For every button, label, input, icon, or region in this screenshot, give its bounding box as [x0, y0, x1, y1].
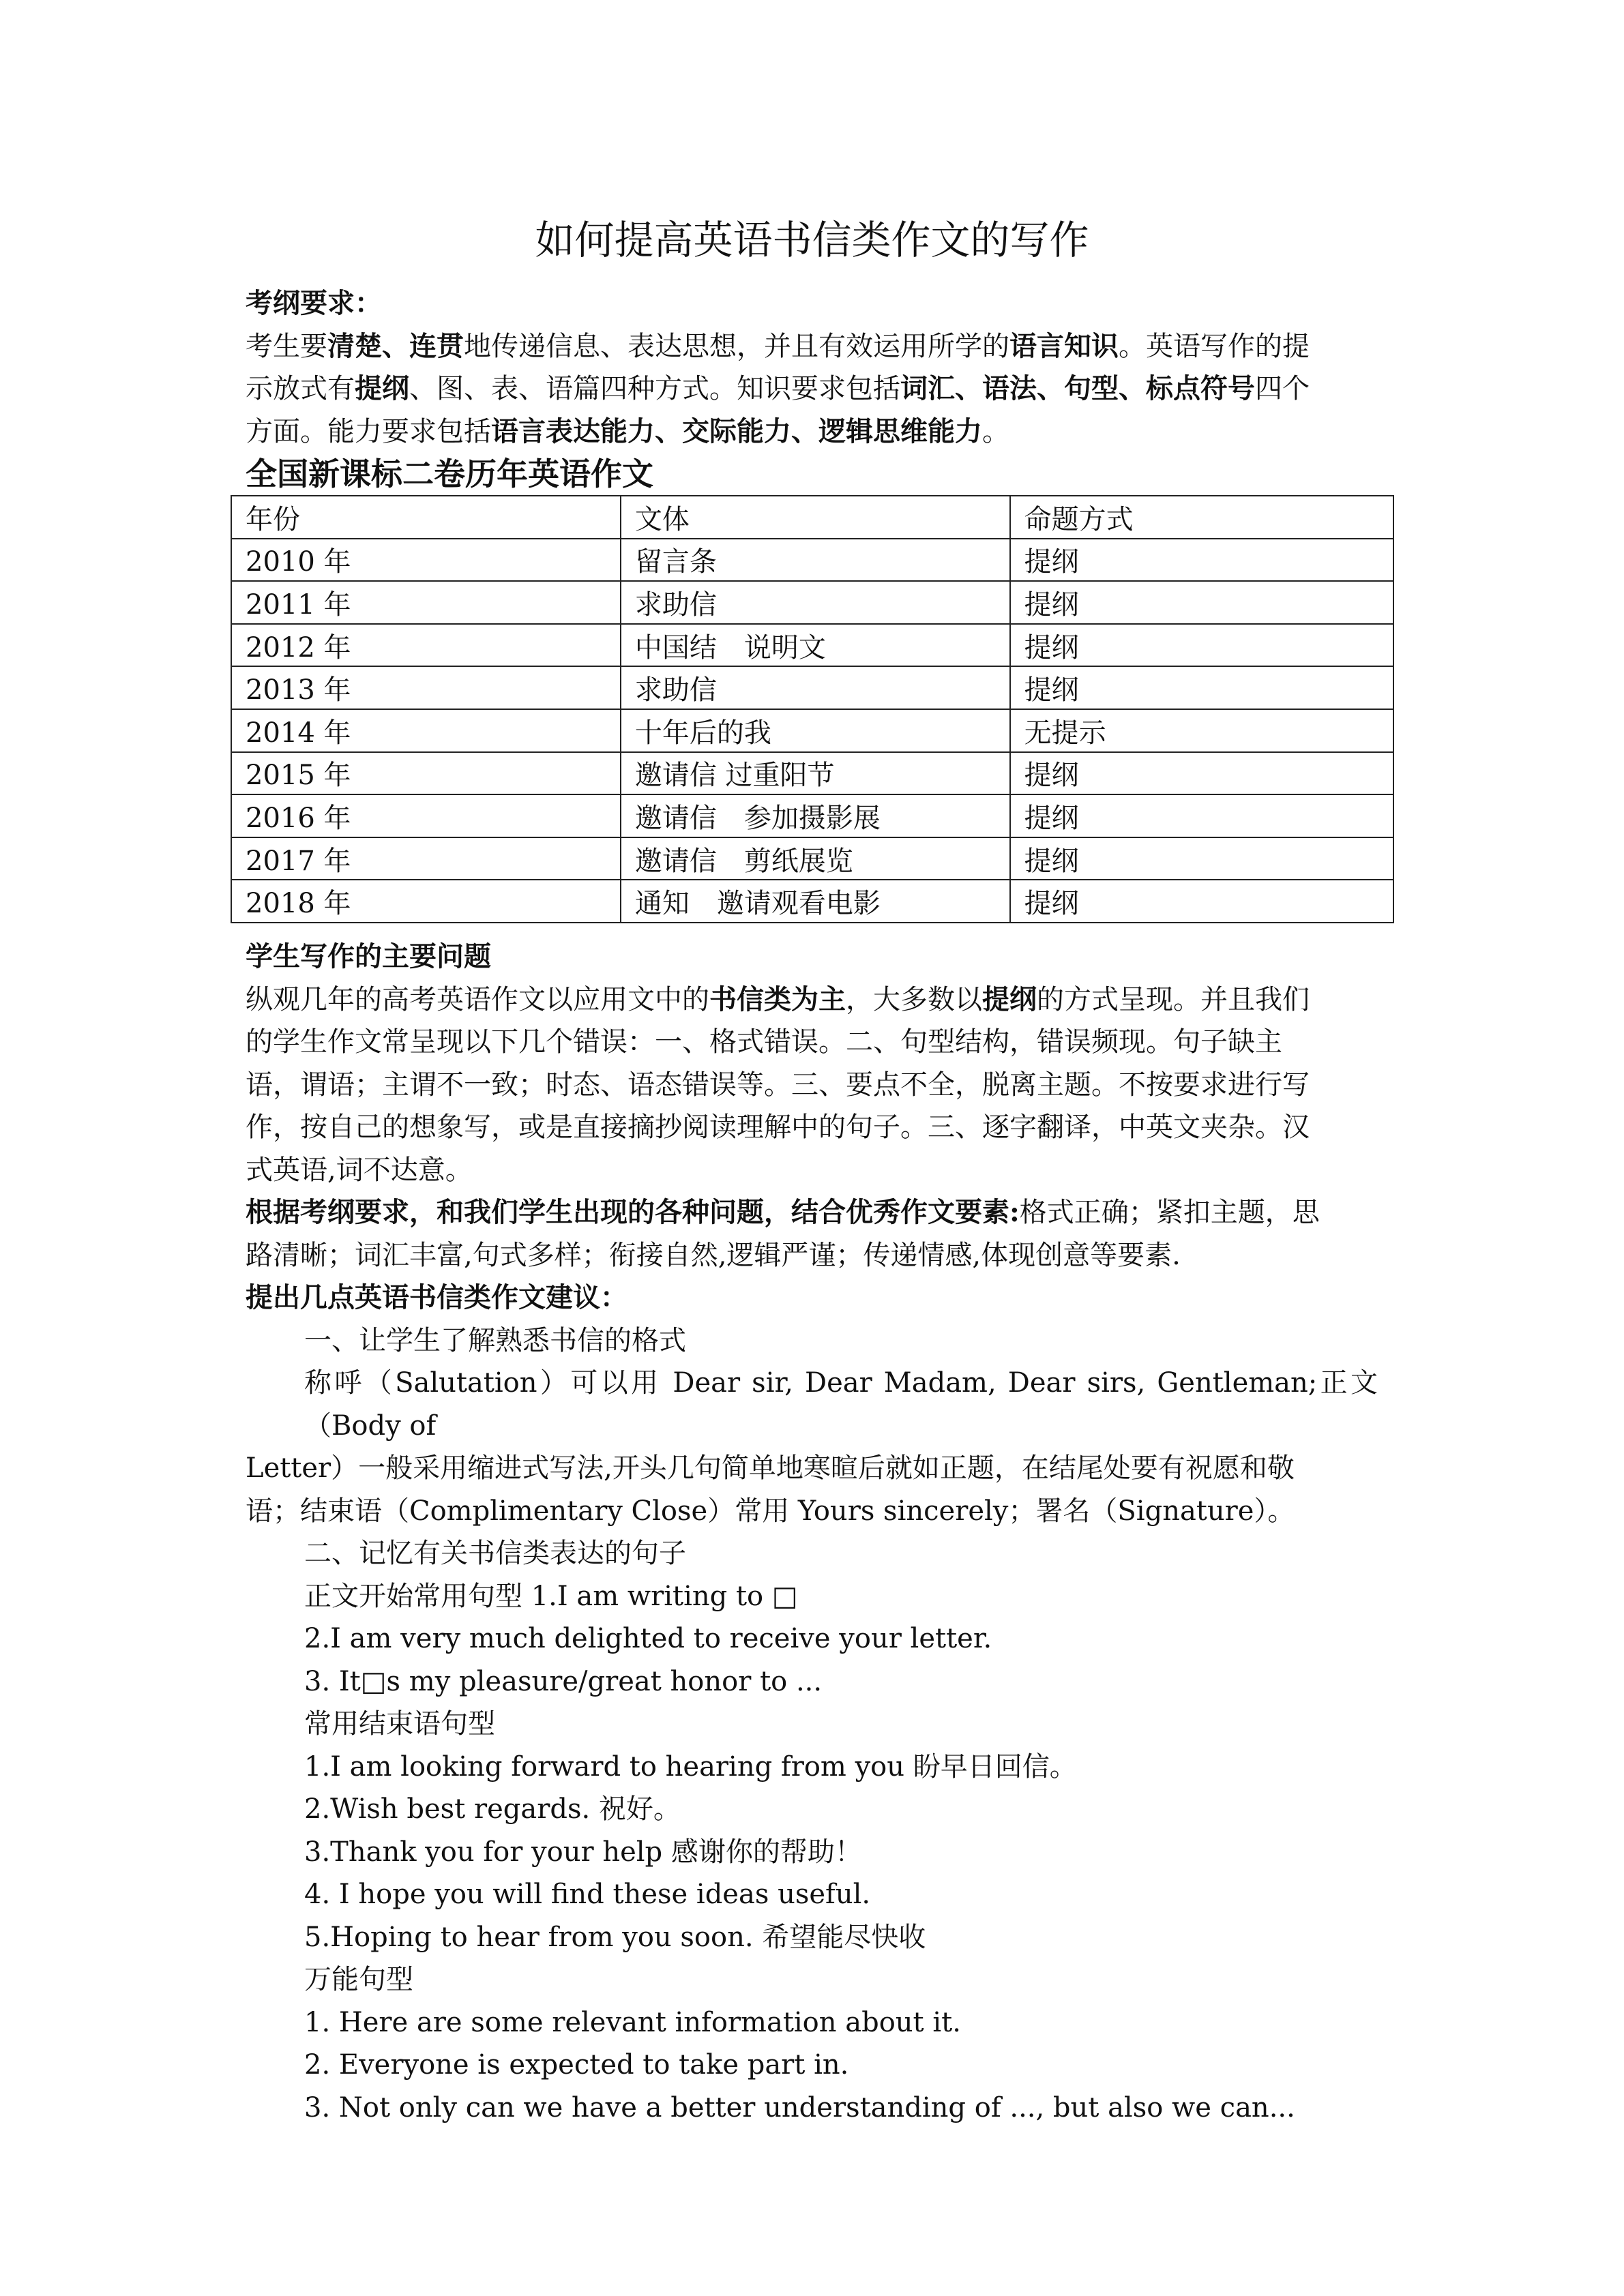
suggestion-1-line-2: Letter）一般采用缩进式写法,开头几句简单地寒暄后就如正题，在结尾处要有祝愿和敬: [246, 1452, 1295, 1484]
problems-line-5: 式英语,词不达意。: [246, 1154, 473, 1186]
table-row: [231, 709, 1393, 752]
cell-year: 2012 年: [231, 624, 621, 667]
text: 方面。能力要求包括: [246, 415, 491, 447]
table-row: [231, 752, 1393, 795]
cell-genre: 邀请信 过重阳节: [621, 752, 1010, 795]
emphasis: 书信类为主: [709, 983, 846, 1015]
cell-genre: 邀请信 剪纸展览: [621, 837, 1010, 880]
emphasis: 语言知识: [1009, 329, 1119, 362]
list-item: 3. Not only can we have a better understanding of ..., but also we can...: [304, 2091, 1295, 2123]
text: 纵观几年的高考英语作文以应用文中的: [246, 983, 709, 1015]
table-header-row: [231, 496, 1393, 539]
cell-year: 2013 年: [231, 666, 621, 709]
emphasis: 语言表达能力、交际能力、逻辑思维能力: [491, 415, 982, 447]
list-item: 4. I hope you will find these ideas useful.: [304, 1879, 871, 1910]
cell-format: 提纲: [1010, 624, 1393, 667]
problems-line-4: 作，按自己的想象写，或是直接摘抄阅读理解中的句子。三、逐字翻译，中英文夹杂。汉: [246, 1112, 1310, 1143]
text: 示放式有: [246, 373, 355, 404]
cell-format: 无提示: [1010, 709, 1393, 752]
header-genre: 文体: [621, 496, 1010, 539]
emphasis: 根据考纲要求，和我们学生出现的各种问题，结合优秀作文要素:: [246, 1196, 1020, 1228]
syllabus-line-3: [246, 411, 1378, 453]
problems-line-1: [246, 979, 1378, 1022]
syllabus-line-2: [246, 368, 1378, 411]
header-format: 命题方式: [1010, 496, 1393, 539]
suggestion-1-line-3: 语；结束语（Complimentary Close）常用 Yours sincerely；署名（Signature）。: [246, 1495, 1295, 1527]
cell-genre: 中国结 说明文: [621, 624, 1010, 667]
cell-year: 2015 年: [231, 752, 621, 795]
cell-year: 2011 年: [231, 581, 621, 624]
table-row: [231, 794, 1393, 837]
syllabus-line-1: [246, 325, 1378, 368]
cell-format: 提纲: [1010, 666, 1393, 709]
cell-format: 提纲: [1010, 581, 1393, 624]
emphasis: 清楚、连贯: [327, 329, 464, 362]
text: 。英语写作的提: [1119, 330, 1310, 362]
cell-format: 提纲: [1010, 539, 1393, 582]
problems-line-3: 语，谓语；主谓不一致；时态、语态错误等。三、要点不全，脱离主题。不按要求进行写: [246, 1069, 1310, 1101]
elements-line-1: [246, 1191, 1378, 1234]
text: 的方式呈现。并且我们: [1037, 983, 1310, 1015]
cell-year: 2018 年: [231, 880, 621, 923]
cell-year: 2016 年: [231, 794, 621, 837]
text: 考生要: [246, 330, 327, 362]
cell-year: 2010 年: [231, 539, 621, 582]
syllabus-section: [246, 282, 1378, 453]
problems-line-2: 的学生作文常呈现以下几个错误：一、格式错误。二、句型结构，错误频现。句子缺主: [246, 1026, 1282, 1058]
table-row: [231, 837, 1393, 880]
table-row: [231, 539, 1393, 582]
suggestion-1-line-1: 称呼（Salutation）可以用 Dear sir, Dear Madam, Dear sirs, Gentleman;正文（Body of: [304, 1367, 1378, 1442]
page-title: 如何提高英语书信类作文的写作: [535, 217, 1089, 263]
cell-genre: 十年后的我: [621, 709, 1010, 752]
elements-line-2: 路清晰；词汇丰富,句式多样；衔接自然,逻辑严谨；传递情感,体现创意等要素.: [246, 1239, 1181, 1271]
header-year: 年份: [231, 496, 621, 539]
cell-format: 提纲: [1010, 880, 1393, 923]
suggestions-heading: 提出几点英语书信类作文建议：: [246, 1281, 628, 1313]
table-row: [231, 880, 1393, 923]
cell-year: 2017 年: [231, 837, 621, 880]
opening-patterns-label: 正文开始常用句型 1.I am writing to □: [304, 1580, 798, 1612]
table-row: [231, 581, 1393, 624]
list-item: 3. It□s my pleasure/great honor to ...: [304, 1665, 823, 1697]
text: 四个: [1255, 373, 1310, 404]
text: ，大多数以: [846, 983, 982, 1015]
cell-format: 提纲: [1010, 752, 1393, 795]
problems-section: [246, 936, 1378, 2129]
suggestion-2-heading: 二、记忆有关书信类表达的句子: [304, 1538, 686, 1569]
cell-format: 提纲: [1010, 794, 1393, 837]
list-item: 3.Thank you for your help 感谢你的帮助！: [304, 1836, 862, 1868]
closing-patterns-label: 常用结束语句型: [304, 1708, 495, 1740]
list-item: 2. Everyone is expected to take part in.: [304, 2049, 849, 2081]
cell-year: 2014 年: [231, 709, 621, 752]
suggestion-1-heading: 一、让学生了解熟悉书信的格式: [304, 1324, 686, 1356]
table-title: 全国新课标二卷历年英语作文: [246, 456, 653, 492]
list-item: 1. Here are some relevant information about it.: [304, 2006, 961, 2038]
emphasis: 词汇、语法、句型、标点符号: [900, 372, 1255, 404]
cell-genre: 求助信: [621, 666, 1010, 709]
essay-history-table: [231, 495, 1394, 923]
cell-genre: 留言条: [621, 539, 1010, 582]
universal-patterns-label: 万能句型: [304, 1964, 413, 1995]
list-item: 2.I am very much delighted to receive your letter.: [304, 1623, 992, 1654]
cell-genre: 求助信: [621, 581, 1010, 624]
syllabus-heading: 考纲要求：: [246, 287, 382, 319]
emphasis: 提纲: [355, 372, 409, 404]
list-item: 2.Wish best regards. 祝好。: [304, 1793, 681, 1825]
cell-genre: 邀请信 参加摄影展: [621, 794, 1010, 837]
text: 。: [982, 415, 1009, 447]
list-item: 1.I am looking forward to hearing from you 盼早日回信。: [304, 1750, 1077, 1783]
cell-genre: 通知 邀请观看电影: [621, 880, 1010, 923]
table-row: [231, 624, 1393, 667]
table-row: [231, 666, 1393, 709]
cell-format: 提纲: [1010, 837, 1393, 880]
text: 格式正确；紧扣主题，思: [1019, 1197, 1320, 1228]
text: 地传递信息、表达思想，并且有效运用所学的: [464, 330, 1009, 362]
problems-heading: 学生写作的主要问题: [246, 940, 491, 972]
emphasis: 提纲: [982, 983, 1037, 1015]
list-item: 5.Hoping to hear from you soon. 希望能尽快收: [304, 1921, 926, 1953]
text: 、图、表、语篇四种方式。知识要求包括: [409, 373, 900, 404]
